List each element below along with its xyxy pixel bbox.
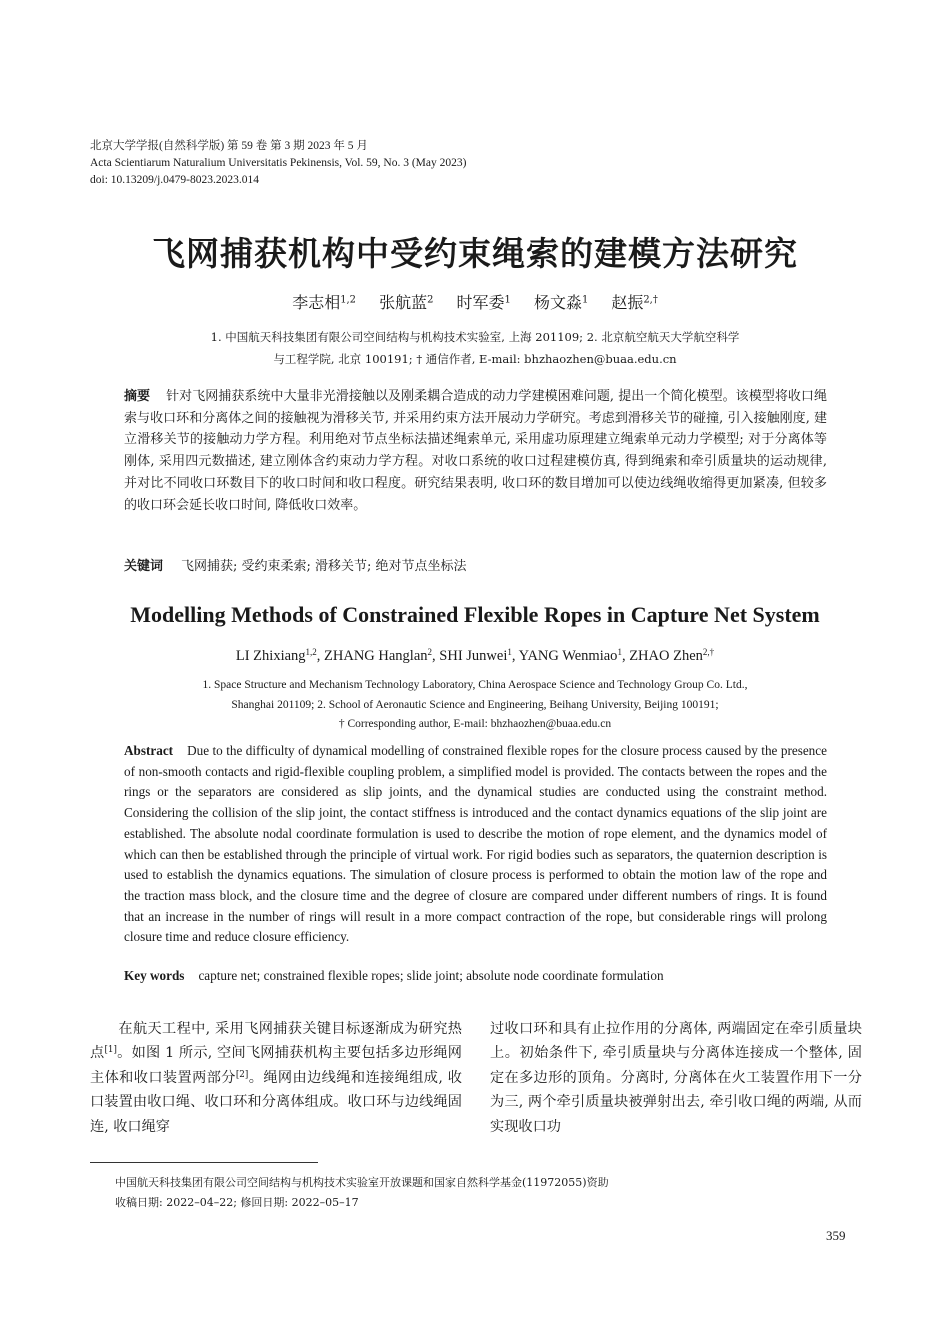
keywords-en [124, 968, 827, 984]
author-name: ZHAO Zhen [629, 648, 703, 664]
page-number: 359 [826, 1228, 846, 1243]
author-affiliation-mark: 1,2 [340, 294, 356, 306]
body-text: 。如图 1 所示, 空间飞网捕获机构主要包括多边形绳网主体和收口装置两部分 [90, 1045, 462, 1086]
author-cn [534, 293, 588, 312]
author-cn [379, 293, 433, 312]
author-cn [611, 293, 657, 312]
journal-citation-en: Acta Scientiarum Naturalium Universitatis Pekinensis, Vol. 59, No. 3 (May 2023) [90, 157, 467, 169]
abstract-en [124, 741, 827, 948]
body-text: 。绳网由边线绳和连接绳组成, 收口装置由收口绳、收口环和分离体组成。收口环与边线绳固连, 收口绳穿 [90, 1069, 462, 1135]
author-cn [457, 293, 511, 312]
author-affiliation-mark: 2,† [643, 294, 658, 306]
author-affiliation-mark: 1,2 [305, 647, 317, 658]
author-name: 赵振 [611, 293, 644, 312]
author-name: 杨文淼 [533, 293, 582, 312]
keywords-text-en: capture net; constrained flexible ropes; slide joint; absolute node coordinate formulation [198, 968, 664, 983]
author-affiliation-mark: 1 [617, 647, 622, 658]
author-name: 时军委 [456, 293, 505, 312]
journal-citation-cn: 北京大学学报(自然科学版) 第 59 卷 第 3 期 2023 年 5 月 [90, 140, 368, 152]
paper-title-en: Modelling Methods of Constrained Flexible Ropes in Capture Net System [130, 602, 820, 627]
affiliation-line: 1. 中国航天科技集团有限公司空间结构与机构技术实验室, 上海 201109; 2. 北京航空航天大学航空科学 [210, 330, 740, 344]
affiliation-line: Shanghai 201109; 2. School of Aeronautic Science and Engineering, Beihang University, Beijing 100191; [231, 698, 719, 711]
funding-note: 中国航天科技集团有限公司空间结构与机构技术实验室开放课题和国家自然科学基金(11972055)资助 [115, 1176, 609, 1189]
body-text: 在航天工程中, 采用飞网捕获关键目标逐渐成为研究热点 [90, 1021, 462, 1062]
author-name: LI Zhixiang [235, 648, 306, 664]
body-column-left [90, 1017, 462, 1139]
author-affiliation-mark: 2 [427, 294, 434, 306]
received-dates: 收稿日期: 2022–04–22; 修回日期: 2022–05–17 [115, 1196, 359, 1209]
author-affiliation-mark: 1 [504, 294, 511, 306]
affiliation-line: † Corresponding author, E-mail: bhzhaozhen@buaa.edu.cn [338, 718, 612, 730]
author-affiliation-mark: 1 [581, 294, 589, 306]
author-name: SHI Junwei [439, 648, 508, 664]
keywords-cn [124, 555, 827, 574]
abstract-label-cn: 摘要 [124, 389, 151, 404]
footnote [115, 1173, 609, 1213]
citation-ref[interactable]: [1] [104, 1045, 117, 1056]
abstract-text-cn: 针对飞网捕获系统中大量非光滑接触以及刚柔耦合造成的动力学建模困难问题, 提出一个简化模型。该模型将收口绳索与收口环和分离体之间的接触视为滑移关节, 并采用约束方法开展动力学研究。考虑到滑移关节的碰撞, 引入接触刚度, 建立滑移关节的接触动力学方程。利用绝对节点坐标法描述绳索单元, 采用虚功原理建立绳索单元动力学模型; 对于分离体等刚体, 采用四元数描述, 建立刚体含约束动力学方程。对收口系统的收口过程建模仿真, 得到绳索和牵引质量块的运动规律, 并对比不同收口环数目下的收口时间和收口程度。研究结果表明, 收口环的数目增加可以使边线绳收缩得更加紧凑, 但较多的收口环会延长收口时间, 降低收口效率。 [124, 389, 827, 513]
affiliation-line: 与工程学院, 北京 100191; † 通信作者, E-mail: bhzhaozhen@buaa.edu.cn [273, 352, 677, 366]
abstract-label-en: Abstract [124, 743, 174, 758]
journal-header [90, 138, 466, 189]
author-name: 张航蓝 [379, 293, 428, 312]
abstract-text-en: Due to the difficulty of dynamical modelling of constrained flexible ropes for the closure process caused by the presence of non-smooth contacts and rigid-flexible coupling problem, a simplified model is provided. The contacts between the ropes and the rings or the separators are considered as slip joints, and the dynamical studies are conducted using the constraint method. Considering the collision of the slip joint, the contact stiffness is introduced and the contact dynamics equations of the slip joint are established. The absolute nodal coordinate formulation is used to describe the motion of rope element, and the dynamics model of which can then be established through the principle of virtual work. For rigid bodies such as separators, the quaternion description is used to establish the dynamics equations. The simulation of closure process is performed to obtain the motion law of the rope and the traction mass block, and the closure time and the degree of closure are compared under different numbers of rings. It is found that an increase in the number of rings will result in a more compact contraction of the rope, but considerable rings will prolong closure time and reduce closure efficiency. [124, 743, 827, 945]
keywords-label-cn: 关键词 [124, 559, 164, 574]
author-affiliation-mark: 2 [427, 647, 433, 658]
author-name: ZHANG Hanglan [324, 648, 428, 664]
affiliation-cn [0, 326, 950, 370]
author-list-en: LI Zhixiang$^{1,2}$, ZHANG Hanglan$^2$, SHI Junwei$^1$, YANG Wenmiao$^1$, ZHAO Zhen$^{2,\dagger}$ [235, 647, 715, 664]
paper-title-cn: 飞网捕获机构中受约束绳索的建模方法研究 [152, 234, 798, 273]
author-affiliation-mark: 2,† [702, 647, 715, 658]
affiliation-en [0, 676, 950, 735]
author-cn [292, 293, 356, 312]
footnote-divider [90, 1162, 318, 1163]
keywords-text-cn: 飞网捕获; 受约束柔索; 滑移关节; 绝对节点坐标法 [181, 559, 467, 574]
author-list-cn [0, 290, 950, 313]
author-name: 李志相 [292, 293, 341, 312]
keywords-label-en: Key words [124, 968, 185, 983]
citation-ref[interactable]: [2] [235, 1069, 249, 1080]
doi: doi: 10.13209/j.0479-8023.2023.014 [90, 174, 259, 186]
author-affiliation-mark: 1 [507, 647, 512, 658]
author-name: YANG Wenmiao [518, 648, 618, 664]
affiliation-line: 1. Space Structure and Mechanism Technology Laboratory, China Aerospace Science and Technology Group Co. Ltd., [202, 679, 748, 691]
body-column-right: 过收口环和具有止拉作用的分离体, 两端固定在牵引质量块上。初始条件下, 牵引质量块与分离体连接成一个整体, 固定在多边形的顶角。分离时, 分离体在火工装置作用下一分为三, 两个牵引质量块被弹射出去, 牵引收口绳的两端, 从而实现收口功 [490, 1021, 862, 1135]
abstract-cn [124, 386, 827, 516]
